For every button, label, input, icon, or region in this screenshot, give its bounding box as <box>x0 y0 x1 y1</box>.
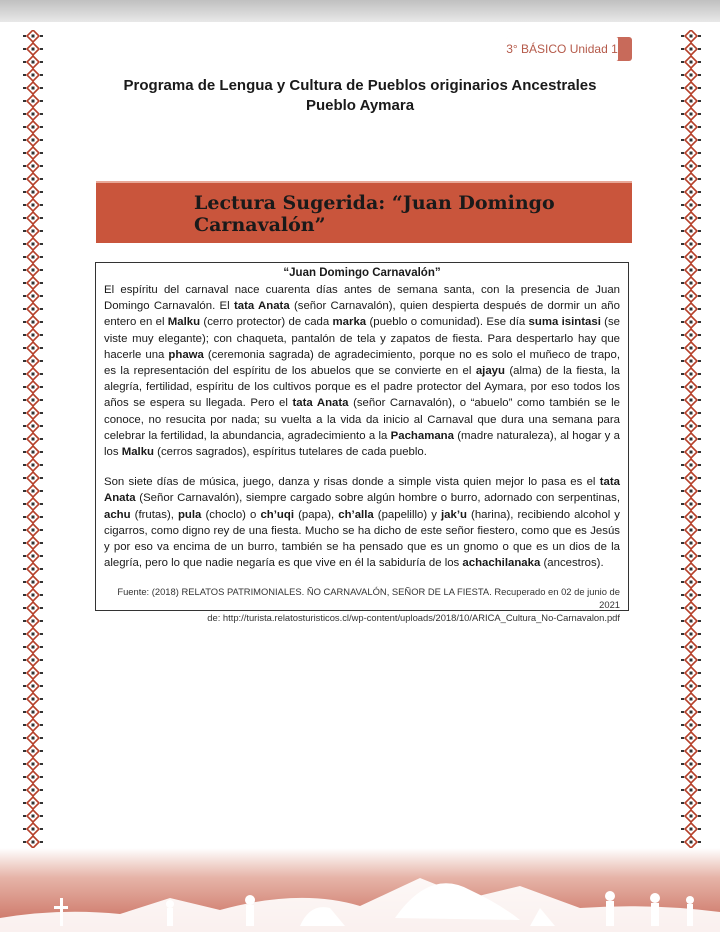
program-title <box>100 76 620 116</box>
border-motif <box>23 706 43 718</box>
border-motif <box>681 355 701 367</box>
border-motif <box>681 797 701 809</box>
bold-term: marka <box>332 316 367 329</box>
border-motif <box>23 797 43 809</box>
border-motif <box>23 550 43 562</box>
border-motif <box>681 290 701 302</box>
border-motif <box>681 524 701 536</box>
border-motif <box>681 108 701 120</box>
border-motif <box>681 628 701 640</box>
border-motif <box>681 485 701 497</box>
border-motif <box>23 381 43 393</box>
border-motif <box>681 784 701 796</box>
border-motif <box>681 446 701 458</box>
border-motif <box>681 303 701 315</box>
border-motif <box>23 316 43 328</box>
border-motif <box>23 368 43 380</box>
border-motif <box>681 30 701 42</box>
border-motif <box>23 433 43 445</box>
border-motif <box>681 498 701 510</box>
bold-term: Malku <box>121 446 155 459</box>
bold-term: tata Anata <box>233 300 290 313</box>
border-motif <box>681 82 701 94</box>
border-motif <box>23 628 43 640</box>
border-motif <box>681 758 701 770</box>
border-motif <box>23 576 43 588</box>
border-motif <box>23 95 43 107</box>
text-run: (ancestros). <box>540 557 604 570</box>
border-motif <box>23 342 43 354</box>
text-run: (cerros sagrados), espíritus tutelares de cada pueblo. <box>154 446 427 459</box>
border-motif <box>681 732 701 744</box>
border-motif <box>681 680 701 692</box>
border-motif <box>23 69 43 81</box>
border-motif <box>681 251 701 263</box>
border-motif <box>23 563 43 575</box>
border-motif <box>681 160 701 172</box>
border-motif <box>23 836 43 848</box>
border-motif <box>681 472 701 484</box>
reading-paragraph-1 <box>104 282 620 460</box>
border-motif <box>23 693 43 705</box>
border-motif <box>681 147 701 159</box>
border-motif <box>23 290 43 302</box>
left-decorative-border <box>22 30 44 850</box>
reading-title: “Juan Domingo Carnavalón” <box>283 267 441 279</box>
border-motif <box>681 615 701 627</box>
border-motif <box>23 823 43 835</box>
text-run: (señor Carnavalón), o “abuelo” como también se le conoce, no resucita por nada; su vuelta a la vida da inicio al Carnaval que dura una semana para celebrar la fertilidad, la abundancia, agradecimiento a la <box>104 397 620 442</box>
border-motif <box>681 836 701 848</box>
border-motif <box>23 641 43 653</box>
border-motif <box>681 537 701 549</box>
reading-box <box>95 262 629 624</box>
border-motif <box>23 407 43 419</box>
border-motif <box>23 212 43 224</box>
border-motif <box>681 459 701 471</box>
border-motif <box>23 732 43 744</box>
text-run: (señor Carnavalón), quien despierta después de dormir un año entero en el <box>104 300 620 329</box>
border-motif <box>23 199 43 211</box>
border-motif <box>681 407 701 419</box>
border-motif <box>681 589 701 601</box>
border-motif <box>681 719 701 731</box>
border-motif <box>681 511 701 523</box>
border-motif <box>23 615 43 627</box>
bold-term: suma isintasi <box>528 316 601 329</box>
border-motif <box>681 186 701 198</box>
border-motif <box>681 368 701 380</box>
border-motif <box>23 784 43 796</box>
border-motif <box>23 225 43 237</box>
border-motif <box>681 56 701 68</box>
bold-term: tata Anata <box>104 476 620 505</box>
border-motif <box>23 56 43 68</box>
left-border-pattern <box>22 30 44 850</box>
text-run: (papelillo) y <box>373 508 441 521</box>
border-motif <box>23 394 43 406</box>
border-motif <box>681 225 701 237</box>
border-motif <box>23 108 43 120</box>
border-motif <box>23 147 43 159</box>
border-motif <box>681 602 701 614</box>
border-motif <box>681 810 701 822</box>
top-band <box>0 0 720 22</box>
border-motif <box>23 251 43 263</box>
border-motif <box>23 446 43 458</box>
border-motif <box>681 381 701 393</box>
border-motif <box>23 134 43 146</box>
program-title-line2: Pueblo Aymara <box>305 97 415 114</box>
border-motif <box>681 550 701 562</box>
bold-term: ajayu <box>475 365 505 378</box>
text-run: (harina), recibiendo alcohol y cigarros, como digno rey de una fiesta. Mucho se ha dicho de este señor fiestero, como que es Jesús y por eso va encima de un burro, también se ha pensado que es un gnomo o que es un dios de la alegría, pero lo que nadie negaría es que vive en él la sabiduría de los <box>104 508 621 570</box>
border-motif <box>23 277 43 289</box>
border-motif <box>23 82 43 94</box>
unit-tab <box>506 37 632 61</box>
bottom-landscape-illustration <box>0 848 720 932</box>
border-motif <box>681 693 701 705</box>
text-run: Son siete días de música, juego, danza y risas donde a simple vista quien mejor lo pasa es el <box>104 476 600 489</box>
border-motif <box>23 459 43 471</box>
bold-term: phawa <box>168 348 204 361</box>
right-border-pattern <box>680 30 702 850</box>
bold-term: achachilanaka <box>462 557 541 570</box>
border-motif <box>23 173 43 185</box>
border-motif <box>681 342 701 354</box>
border-motif <box>23 238 43 250</box>
text-run: (alma) de la fiesta, la alegría, fertilidad, espíritu de los cultivos porque es el padre protector del Aymara, por eso todos los años se espera su llegada. Pero el <box>104 365 620 410</box>
bold-term: pula <box>177 508 202 521</box>
border-motif <box>681 771 701 783</box>
bold-term: tata Anata <box>292 397 349 410</box>
border-motif <box>681 433 701 445</box>
border-motif <box>681 121 701 133</box>
right-decorative-border <box>680 30 702 850</box>
border-motif <box>681 277 701 289</box>
text-run: (frutas), <box>130 508 178 521</box>
border-motif <box>23 472 43 484</box>
border-motif <box>23 43 43 55</box>
border-motif <box>681 212 701 224</box>
border-motif <box>681 706 701 718</box>
border-motif <box>23 498 43 510</box>
border-motif <box>23 680 43 692</box>
border-motif <box>681 173 701 185</box>
border-motif <box>23 654 43 666</box>
bold-term: ch’uqi <box>260 508 294 521</box>
bold-term: jak’u <box>441 508 467 521</box>
border-motif <box>23 160 43 172</box>
border-motif <box>23 667 43 679</box>
border-motif <box>681 576 701 588</box>
border-motif <box>23 329 43 341</box>
border-motif <box>23 121 43 133</box>
border-motif <box>681 199 701 211</box>
border-motif <box>681 329 701 341</box>
border-motif <box>23 537 43 549</box>
border-motif <box>681 264 701 276</box>
border-motif <box>23 810 43 822</box>
source-line-2: de: http://turista.relatosturisticos.cl/wp-content/uploads/2018/10/ARICA_Cultura_No-Carnavalon.pdf <box>207 612 620 624</box>
border-motif <box>681 823 701 835</box>
border-motif <box>23 303 43 315</box>
border-motif <box>681 563 701 575</box>
text-run: (papa), <box>294 508 339 521</box>
border-motif <box>681 95 701 107</box>
border-motif <box>23 758 43 770</box>
border-motif <box>23 485 43 497</box>
text-run: (pueblo o comunidad). Ese día <box>366 316 529 329</box>
border-motif <box>681 316 701 328</box>
border-motif <box>681 420 701 432</box>
text-run: (Señor Carnavalón), siempre cargado sobre algún hombre o burro, adornado con serpentinas, <box>135 492 620 505</box>
border-motif <box>681 394 701 406</box>
border-motif <box>23 771 43 783</box>
border-motif <box>681 43 701 55</box>
border-motif <box>23 719 43 731</box>
border-motif <box>23 420 43 432</box>
bold-term: achu <box>104 508 131 521</box>
bold-term: Pachamana <box>390 429 454 442</box>
border-motif <box>23 186 43 198</box>
source-line-1: Fuente: (2018) RELATOS PATRIMONIALES. ÑO CARNAVALÓN, SEÑOR DE LA FIESTA. Recuperado en 02 de junio de 2021 <box>117 586 620 611</box>
border-motif <box>23 745 43 757</box>
reading-paragraph-2 <box>104 474 620 571</box>
border-motif <box>23 511 43 523</box>
banner-title: Lectura Sugerida: “Juan Domingo Carnavalón” <box>194 192 555 236</box>
border-motif <box>681 667 701 679</box>
border-motif <box>681 134 701 146</box>
unit-label: 3° BÁSICO Unidad 1 <box>506 37 618 61</box>
text-run: (choclo) o <box>201 508 261 521</box>
bold-term: Malku <box>167 316 201 329</box>
border-motif <box>23 589 43 601</box>
border-motif <box>681 238 701 250</box>
bold-term: ch’alla <box>338 508 374 521</box>
border-motif <box>23 524 43 536</box>
source-citation <box>104 585 620 624</box>
border-motif <box>23 355 43 367</box>
border-motif <box>681 69 701 81</box>
border-motif <box>23 264 43 276</box>
text-run: (cerro protector) de cada <box>200 316 333 329</box>
border-motif <box>681 641 701 653</box>
program-title-line1: Programa de Lengua y Cultura de Pueblos originarios Ancestrales <box>123 77 597 94</box>
text-run: El espíritu del carnaval nace cuarenta días antes de semana santa, con la presencia de Juan Domingo Carnavalón. El <box>104 284 620 313</box>
text-run: (se viste muy elegante); con chaqueta, pantalón de tela y zapatos de fiesta. Para despertarlo hay que hacerle una <box>104 316 621 361</box>
text-run: (madre naturaleza), al hogar y a los <box>104 429 621 459</box>
border-motif <box>23 602 43 614</box>
reading-banner <box>96 181 632 243</box>
border-motif <box>681 654 701 666</box>
border-motif <box>23 30 43 42</box>
border-motif <box>681 745 701 757</box>
text-run: (ceremonia sagrada) de agradecimiento, porque no es solo el muñeco de trapo, es la representación del espíritu de los abuelos que se convierte en el <box>104 348 620 378</box>
